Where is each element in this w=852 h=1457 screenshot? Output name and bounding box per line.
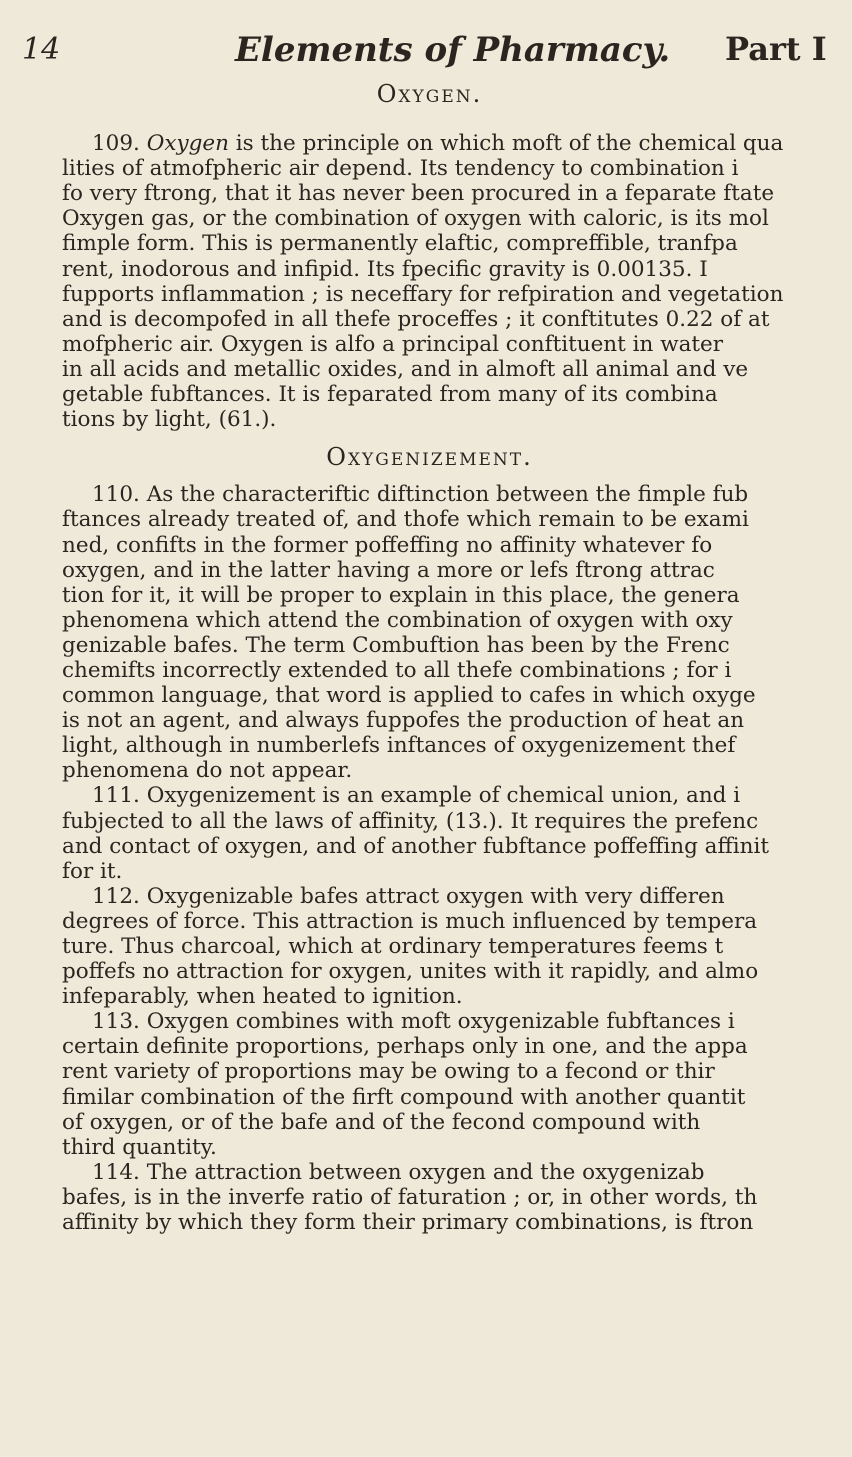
text-line: is not an agent, and always fuppofes the production of heat an (62, 708, 745, 734)
text-line: oxygen, and in the latter having a more or lefs ftrong attrac (62, 557, 715, 583)
text-line: 109. Oxygen is the principle on which moft of the chemical qua (92, 131, 784, 157)
text-line: fimilar combination of the firft compound with another quantit (62, 1084, 746, 1110)
text-line: 113. Oxygen combines with moft oxygenizable fubftances i (92, 1009, 735, 1035)
text-line: of oxygen, or of the bafe and of the fecond compound with (62, 1109, 701, 1135)
text-line: lities of atmofpheric air depend. Its tendency to combination i (62, 156, 739, 182)
text-line: and is decompofed in all thefe proceffes ; it conftitutes 0.22 of at (62, 306, 770, 332)
section-heading-oxygen: Oxygen. (376, 80, 483, 108)
page-number: 14 (22, 32, 61, 67)
text-line: genizable bafes. The term Combuftion has been by the Frenc (62, 632, 730, 658)
italic-term: Oxygen (146, 131, 229, 157)
text-line: mofpheric air. Oxygen is alfo a principal conftituent in water (62, 331, 724, 357)
text-line: tion for it, it will be proper to explain in this place, the genera (62, 582, 740, 608)
text-line: fupports inflammation ; is neceffary for refpiration and vegetation (62, 281, 784, 307)
text-line: fimple form. This is permanently elaftic, compreffible, tranfpa (62, 231, 738, 257)
text-line: for it. (62, 858, 123, 884)
text-line: 111. Oxygenizement is an example of chemical union, and i (92, 783, 741, 809)
text-line: 112. Oxygenizable bafes attract oxygen with very differen (92, 883, 725, 909)
text-line: third quantity. (62, 1134, 217, 1160)
section-oxygenizement (62, 482, 852, 1235)
text-line: 110. As the characteriftic diftinction between the fimple fub (92, 482, 749, 508)
text-line: rent, inodorous and infipid. Its fpecific gravity is 0.00135. I (62, 256, 708, 282)
text-line: in all acids and metallic oxides, and in almoft all animal and ve (62, 356, 749, 382)
page-body (62, 82, 852, 1235)
text-line: rent variety of proportions may be owing to a fecond or thir (62, 1059, 715, 1085)
running-title: Elements of Pharmacy. (235, 30, 671, 70)
text-line: 114. The attraction between oxygen and the oxygenizab (92, 1159, 705, 1185)
text-line: light, although in numberlefs inftances of oxygenizement thef (62, 733, 736, 759)
text-line: chemifts incorrectly extended to all thefe combinations ; for i (62, 657, 732, 683)
text-line: ftances already treated of, and thofe which remain to be exami (62, 507, 749, 533)
text-line: getable fubftances. It is feparated from many of its combina (62, 382, 718, 408)
text-line: certain definite proportions, perhaps only in one, and the appa (62, 1034, 748, 1060)
text-line: phenomena which attend the combination of oxygen with oxy (62, 607, 733, 633)
text-line: poffefs no attraction for oxygen, unites with it rapidly, and almo (62, 959, 759, 985)
text-line: Oxygen gas, or the combination of oxygen with caloric, is its mol (62, 206, 769, 232)
text-line: and contact of oxygen, and of another fubftance poffeffing affinit (62, 833, 770, 859)
text-line: phenomena do not appear. (62, 758, 353, 784)
text-line: ture. Thus charcoal, which at ordinary temperatures feems t (62, 934, 724, 959)
section-heading-oxygenizement: Oxygenizement. (326, 443, 533, 472)
running-header (0, 20, 827, 70)
text-line: fubjected to all the laws of affinity, (13.). It requires the prefenc (62, 808, 759, 834)
text-line: affinity by which they form their primary combinations, is ftron (62, 1210, 754, 1236)
text-line: common language, that word is applied to cafes in which oxyge (62, 683, 756, 709)
section-oxygen (62, 131, 852, 432)
part-label: Part I (725, 30, 827, 68)
text-line: infeparably, when heated to ignition. (62, 984, 463, 1010)
text-line: ned, confifts in the former poffeffing no affinity whatever fo (62, 532, 713, 558)
text-line: degrees of force. This attraction is much influenced by tempera (62, 908, 758, 934)
text-line: bafes, is in the inverfe ratio of faturation ; or, in other words, th (62, 1184, 758, 1210)
text-line: fo very ftrong, that it has never been procured in a feparate ftate (62, 181, 775, 207)
text-line: tions by light, (61.). (62, 407, 277, 433)
